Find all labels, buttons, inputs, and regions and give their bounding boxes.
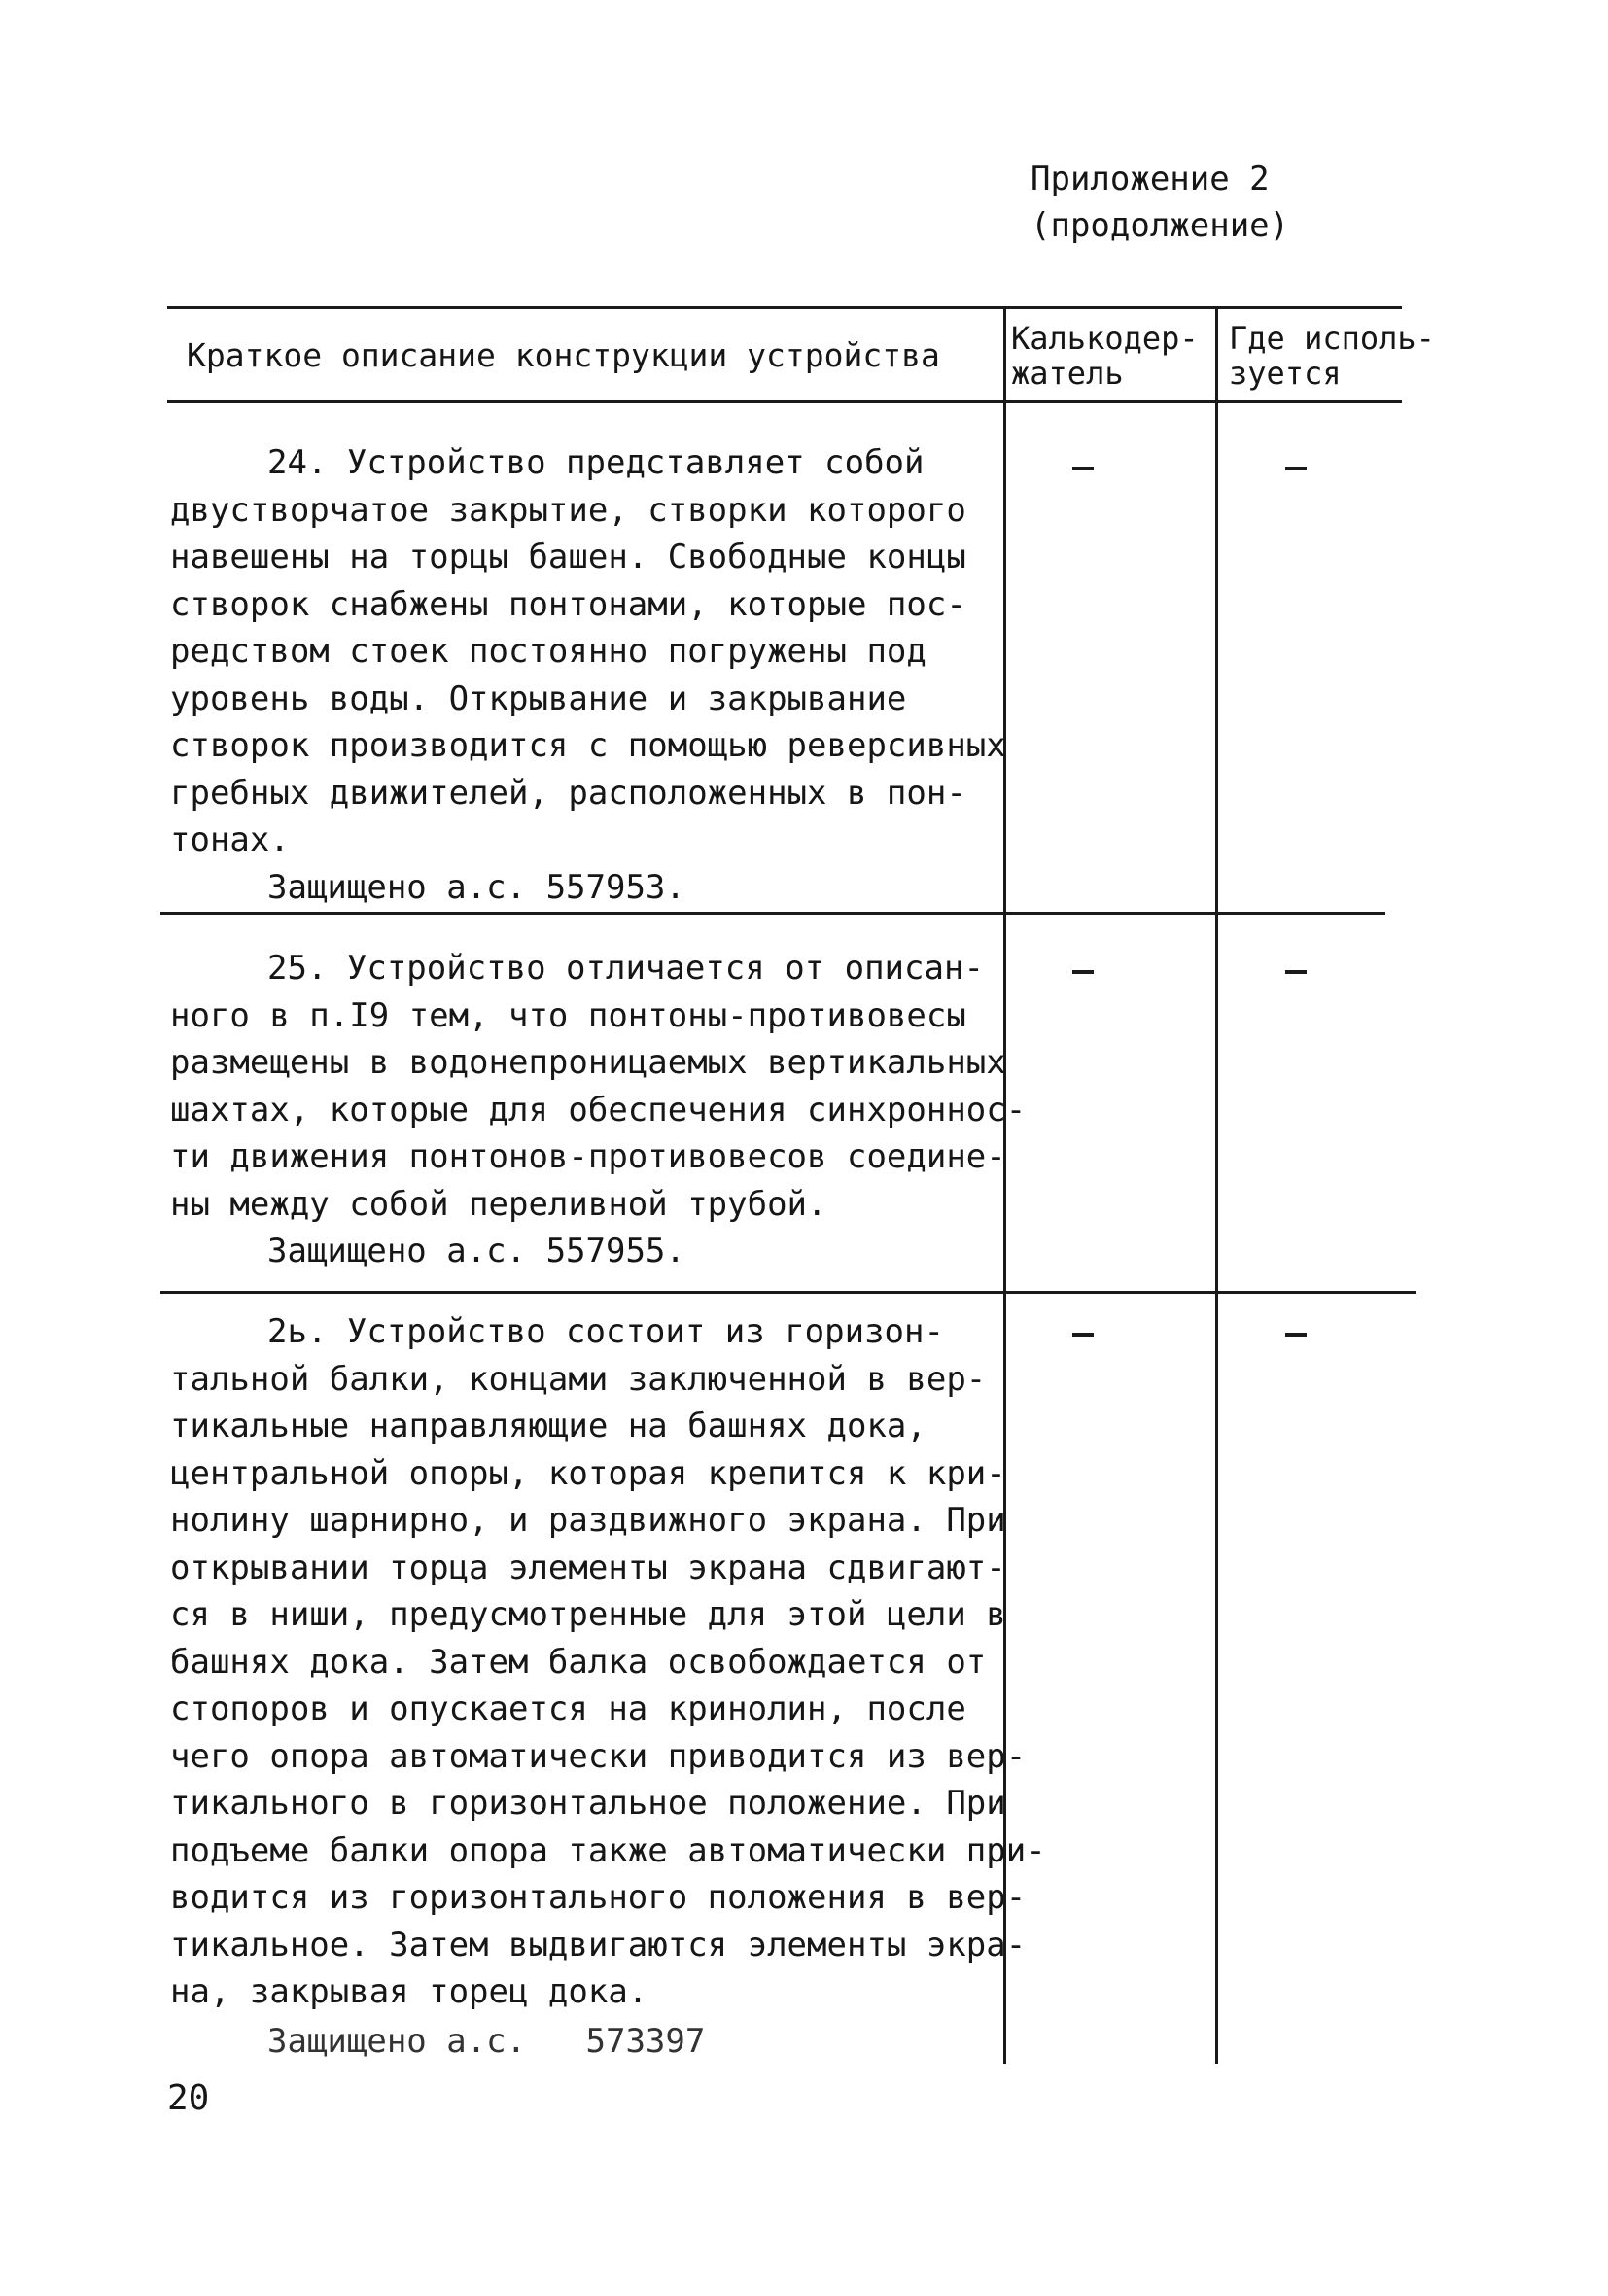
row-line: ся в ниши, предусмотренные для этой цели в (170, 1595, 1006, 1634)
table-row-26 (170, 1308, 1046, 2065)
row-line: нолину шарнирно, и раздвижного экрана. При (170, 1501, 1006, 1540)
row-line: редством стоек постоянно погружены под (170, 632, 926, 671)
usage-dash (1285, 1333, 1307, 1337)
protection-note: Защищено а.с. 557953. (267, 867, 685, 907)
row-line: двустворчатое закрытие, створки которого (170, 490, 966, 530)
row-line: 25. Устройство отличается от описан- (267, 949, 984, 988)
row-divider-1 (160, 912, 1385, 915)
header-usage-line1: Где исполь- (1229, 320, 1435, 357)
appendix-title: Приложение 2 (1031, 159, 1270, 198)
row-line: тикальное. Затем выдвигаются элементы экра- (170, 1925, 1027, 1965)
holder-dash (1072, 970, 1094, 974)
header-description: Краткое описание конструкции устройства (187, 336, 940, 374)
column-divider-2 (1215, 306, 1218, 2064)
row-line: подъеме балки опора также автоматически при- (170, 1830, 1046, 1870)
header-usage (1229, 321, 1435, 391)
protection-note: Защищено а.с. 573397 (267, 2021, 706, 2061)
row-line: ти движения понтонов-противовесов соедине- (170, 1137, 1006, 1176)
row-line: стопоров и опускается на кринолин, после (170, 1689, 966, 1728)
row-line: на, закрывая торец дока. (170, 1972, 648, 2011)
holder-dash (1072, 1333, 1094, 1337)
row-line: тикального в горизонтальное положение. При (170, 1784, 1006, 1823)
row-line: башнях дока. Затем балка освобождается от (170, 1642, 987, 1682)
row-line: шахтах, которые для обеспечения синхроннос- (170, 1090, 1027, 1130)
row-line: ного в п.I9 тем, что понтоны-противовесы (170, 995, 966, 1035)
header-holder (1011, 321, 1199, 391)
row-line: навешены на торцы башен. Свободные концы (170, 538, 966, 576)
header-holder-line2: жатель (1011, 355, 1124, 392)
table-row-24 (170, 439, 1008, 911)
usage-dash (1285, 970, 1307, 974)
row-line: 24. Устройство представляет собой (267, 443, 925, 482)
row-line: центральной опоры, которая крепится к кри- (170, 1453, 1006, 1493)
row-line: 2ь. Устройство состоит из горизон- (267, 1312, 944, 1351)
header-holder-line1: Калькодер- (1011, 320, 1199, 357)
header-usage-line2: зуется (1229, 355, 1342, 392)
row-line: открывании торца элементы экрана сдвигают- (170, 1548, 1006, 1587)
row-line: ны между собой переливной трубой. (170, 1184, 827, 1224)
row-line: чего опора автоматически приводится из вер- (170, 1736, 1027, 1776)
row-line: гребных движителей, расположенных в пон- (170, 773, 966, 813)
row-line: водится из горизонтального положения в вер- (170, 1878, 1027, 1917)
appendix-subtitle: (продолжение) (1031, 206, 1290, 245)
page-number: 20 (167, 2078, 210, 2118)
protection-note: Защищено а.с. 557955. (267, 1232, 685, 1270)
row-line: тальной балки, концами заключенной в вер- (170, 1359, 987, 1399)
row-divider-2 (160, 1291, 1416, 1294)
row-line: уровень воды. Открывание и закрывание (170, 678, 907, 718)
holder-dash (1072, 467, 1094, 470)
usage-dash (1285, 467, 1307, 470)
row-line: тикальные направляющие на башнях дока, (170, 1407, 926, 1445)
row-line: створок производится с помощью реверсивных (170, 726, 1006, 765)
row-line: размещены в водонепроницаемых вертикальных (170, 1043, 1006, 1082)
row-line: створок снабжены понтонами, которые пос- (170, 584, 966, 624)
table-row-25 (170, 945, 1027, 1275)
appendix-heading (1031, 156, 1289, 249)
row-line: тонах. (170, 820, 290, 859)
